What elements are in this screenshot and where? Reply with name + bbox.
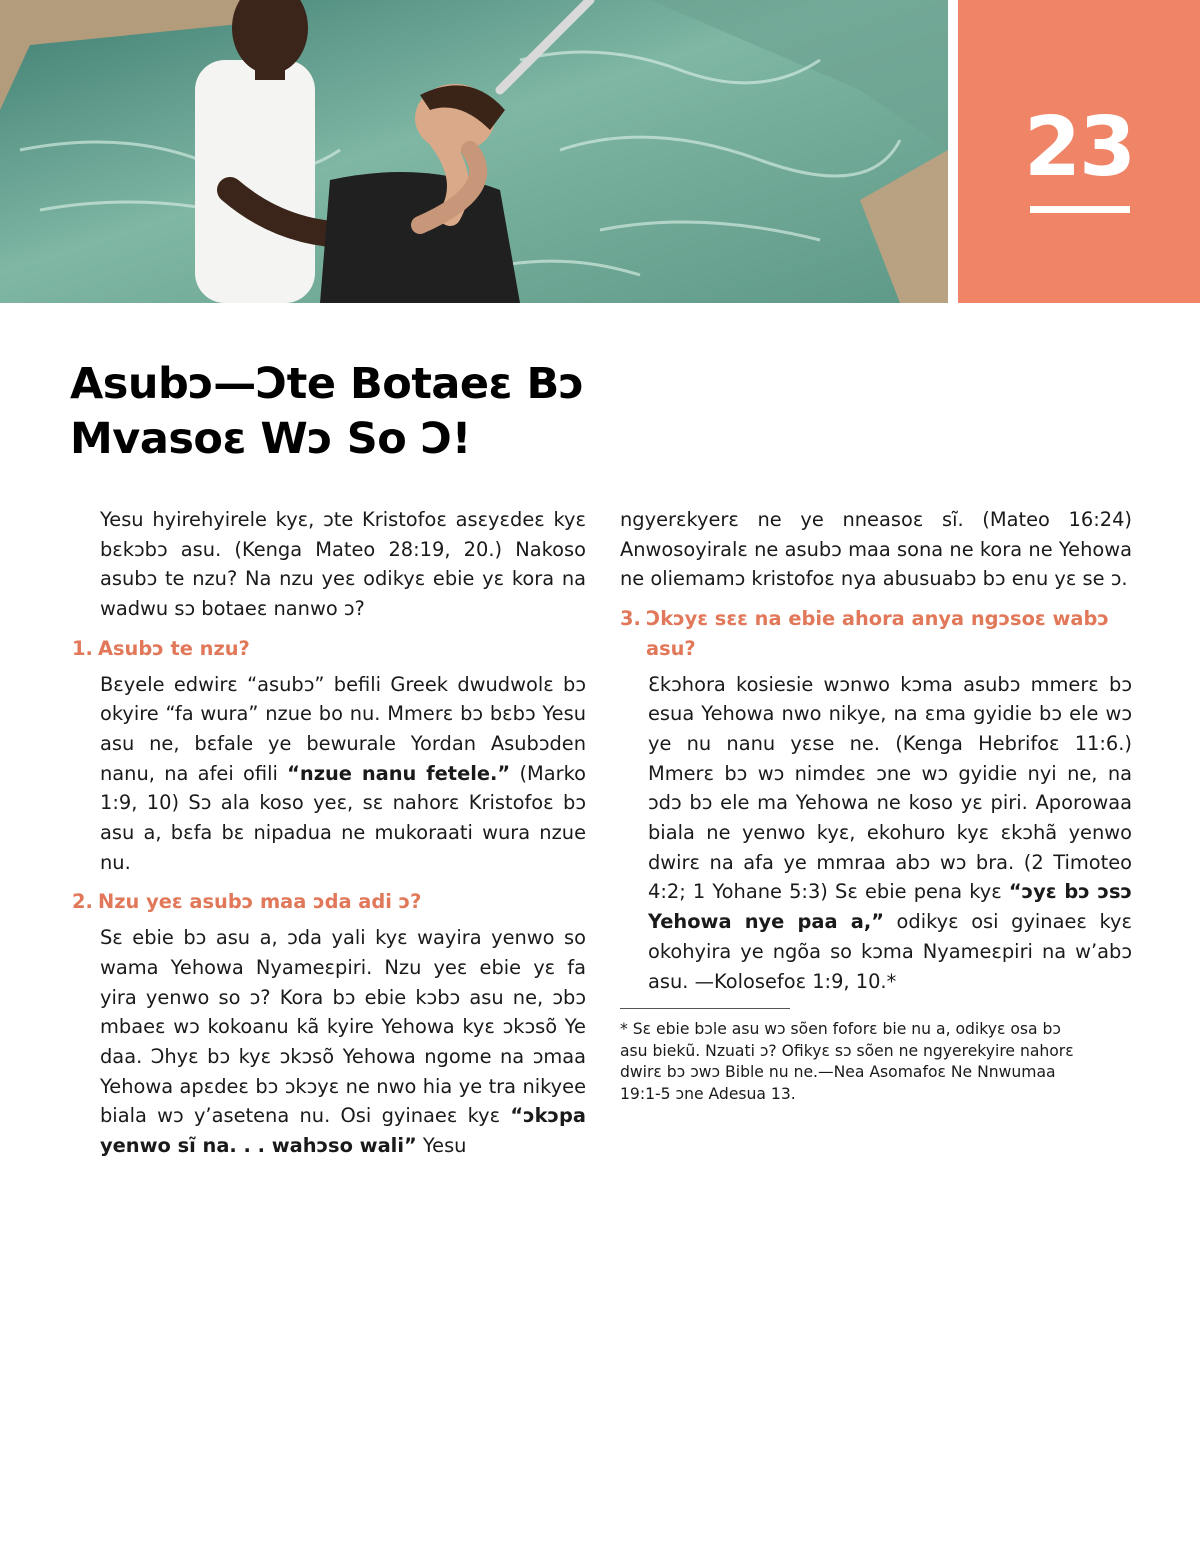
answer-2-text-spill: Yesu [416,1134,467,1158]
answer-1 [72,670,586,878]
footnote: * Sɛ ebie bɔle asu wɔ sõen foforɛ bie nu a, odikyɛ osa bɔ asu biekũ. Nzuati ɔ? Ofikyɛ sɔ sõen ne ngyerekyire nahorɛ dwirɛ bɔ ɔwɔ Bible nu ne.—Nea Asomafoɛ Ne Nnwumaa 19:1-5 ɔne Adesua 13. [620,1020,1074,1103]
answer-1-text-end: (Marko 1:9, 10) Sɔ ala koso yeɛ, sɛ nahorɛ Kristofoɛ bɔ asu a, bɛfa bɛ nipadua ne mukoraati wura nzue nu. [100,761,586,874]
page-title [70,357,690,467]
answer-2-continued [620,505,1132,594]
lesson-number-box [958,0,1200,303]
question-3-number: 3. [620,607,641,631]
answer-3-text: Ɛkɔhora kosiesie wɔnwo kɔma asubɔ mmerɛ bɔ esua Yehowa nwo nikye, na ɛma gyidie bɔ ele wɔ ye nu nanu yɛse ne. (Kenga Hebrifoɛ 11:6.) Mmerɛ bɔ wɔ nimdeɛ ɔne wɔ gyidie nyi ne, na ɔdɔ bɔ ele ma Yehowa ne koso yɛ piri. Aporowaa biala ne yenwo kyɛ, ekohuro kyɛ ɛkɔhã yenwo dwirɛ na afa ye mmraa abɔ wɔ bra. (2 Timoteo 4:2; 1 Yohane 5:3) Sɛ ebie pena kyɛ [648,672,1132,904]
question-2 [72,887,586,917]
footnote-divider [620,1008,790,1009]
lesson-number: 23 [1023,100,1135,195]
answer-3-text-end: odikyɛ osi gyinaeɛ kyɛ okohyira ye ngõa so kɔma Nyameɛpiri na w’abɔ asu. —Kolosefoɛ 1:9, 10.* [648,910,1132,993]
title-line-2: Mvasoɛ Wɔ So Ɔ! [70,414,471,464]
intro-paragraph: Yesu hyirehyirele kyɛ, ɔte Kristofoɛ asɛyɛdeɛ kyɛ bɛkɔbɔ asu. (Kenga Mateo 28:19, 20.) Nakoso asubɔ te nzu? Na nzu yeɛ odikyɛ ebie yɛ kora na wadwu sɔ botaeɛ nanwo ɔ? [100,508,586,621]
question-3-text: Ɔkɔyɛ sɛɛ na ebie ahora anya ngɔsoɛ wabɔ asu? [646,607,1109,660]
right-column [620,505,1132,1105]
question-1-text: Asubɔ te nzu? [98,636,250,660]
left-column [72,505,586,1161]
answer-3 [620,670,1132,997]
question-3 [620,604,1132,663]
answer-2-quote: “ɔkɔpa yenwo sĩ na. . . wahɔso wali” [100,1104,586,1158]
question-2-text: Nzu yeɛ asubɔ maa ɔda adi ɔ? [98,890,422,914]
answer-3-quote: “ɔyɛ bɔ ɔsɔ Yehowa nye paa a,” [648,880,1132,934]
question-1-number: 1. [72,636,93,660]
answer-2-start [72,923,586,1161]
answer-1-quote: “nzue nanu fetele.” [287,761,511,785]
answer-2-text: Sɛ ebie bɔ asu a, ɔda yali kyɛ wayira yenwo so wama Yehowa Nyameɛpiri. Nzu yeɛ ebie yɛ fa yira yenwo so ɔ? Kora bɔ ebie kɔbɔ asu ne, ɔbɔ mbaeɛ wɔ kokoanu kã kyire Yehowa kyɛ ɔkɔsõ Ye daa. Ɔhyɛ bɔ kyɛ ɔkɔsõ Yehowa ngome na ɔmaa Yehowa apɛdeɛ bɔ ɔkɔyɛ ne nwo hia ye tra nikyee biala wɔ y’asetena nu. Osi gyinaeɛ kyɛ [100,926,586,1128]
title-line-1: Asubɔ—Ɔte Botaeɛ Bɔ [70,359,584,409]
question-2-number: 2. [72,890,93,914]
answer-2-text-end: ngyerɛkyerɛ ne ye nneasoɛ sĩ. (Mateo 16:24) Anwosoyiralɛ ne asubɔ maa sona ne kora ne Yehowa ne oliemamɔ kristofoɛ nya abusuabɔ bɔ enu yɛ se ɔ. [620,508,1132,591]
question-1 [72,634,586,664]
baptism-photo [0,0,948,303]
lesson-number-underline [1030,206,1130,213]
answer-1-text: Bɛyele edwirɛ “asubɔ” befili Greek dwudwolɛ bɔ okyire “fa wura” nzue bo nu. Mmerɛ bɔ bɛbɔ Yesu asu ne, bɛfale ye bewurale Yordan Asubɔden nanu, na afei ofili [100,672,586,785]
header-photo [0,0,948,303]
